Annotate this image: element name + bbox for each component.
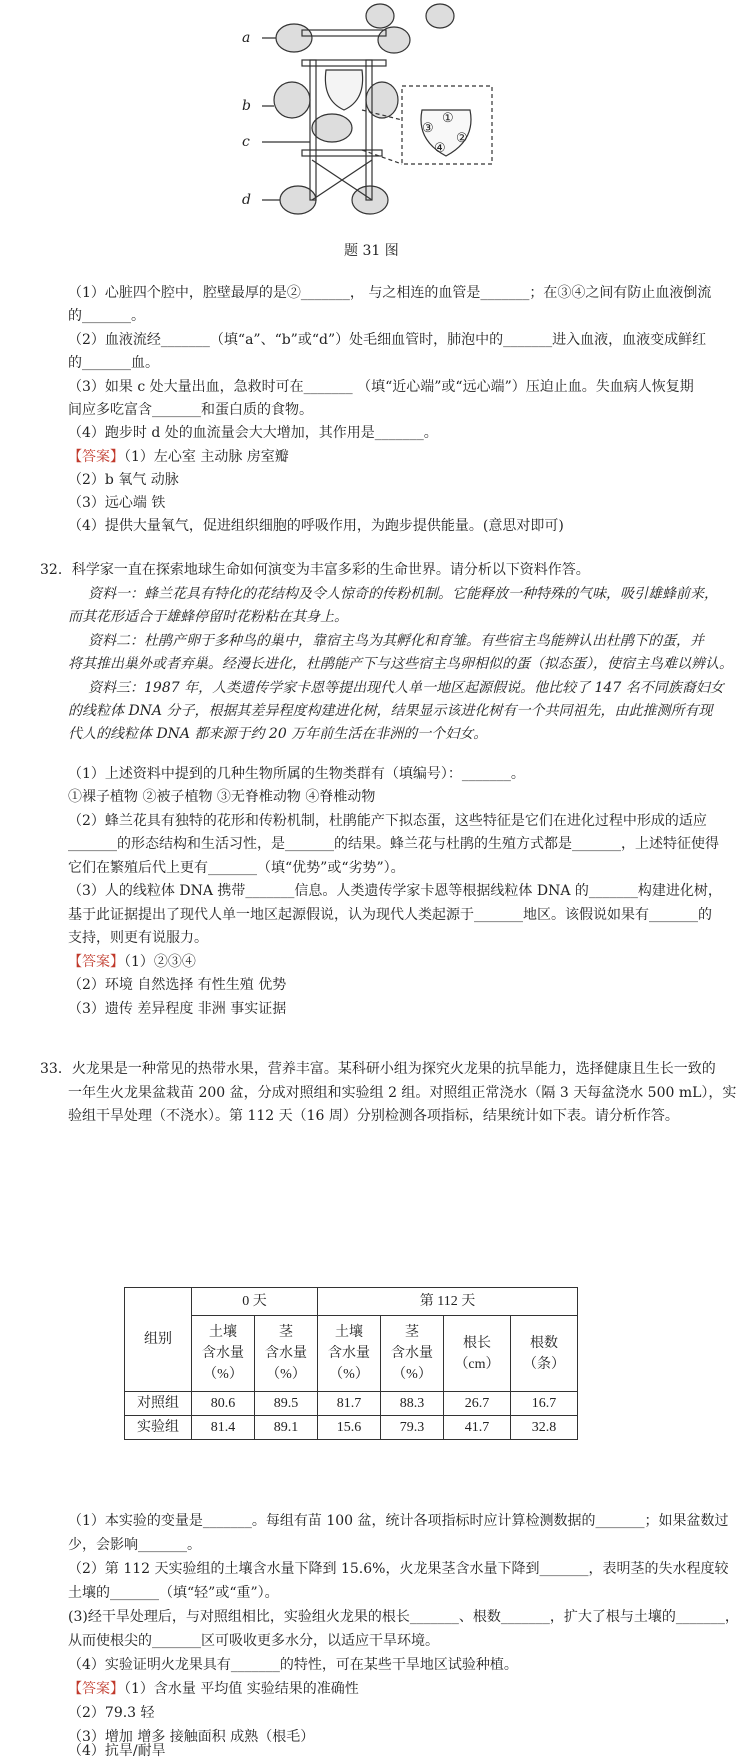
cell: 41.7 (444, 1416, 511, 1440)
col-soil-0: 土壤 含水量 （%） (192, 1316, 255, 1392)
q31-line-7: （4）跑步时 d 处的血流量会大大增加，其作用是_______。 (68, 425, 438, 441)
q33-line-6: 从而使根尖的_______区可吸收更多水分，以适应干旱环境。 (68, 1633, 439, 1649)
row-name: 对照组 (125, 1392, 192, 1416)
q31-line-5: （3）如果 c 处大量出血，急救时可在_______ （填“近心端”或“远心端”）压迫止血。失血病人恢复期 (68, 379, 694, 395)
q32-line-1: （1）上述资料中提到的几种生物所属的生物类群有（填编号）：_______。 (68, 766, 525, 782)
answer-tag: 【答案】 (68, 1681, 124, 1697)
q31-line-2: 的_______。 (68, 308, 145, 324)
q31-line-3: （2）血液流经_______（填“a”、“b”或“d”）处毛细血管时，肺泡中的_______进入血液，血液变成鲜红 (68, 332, 707, 348)
q32-intro: 32．科学家一直在探索地球生命如何演变为丰富多彩的生命世界。请分析以下资料作答。 (40, 562, 590, 578)
q33-answer-text-1: （1）含水量 平均值 实验结果的准确性 (124, 1681, 359, 1697)
q33-line-5: (3)经干旱处理后，与对照组相比，实验组火龙果的根长_______、根数_______，扩大了根与土壤的_______， (68, 1609, 739, 1625)
q31-answer-2: （2）b 氧气 动脉 (68, 472, 179, 488)
q31-line-6: 间应多吃富含_______和蛋白质的食物。 (68, 402, 313, 418)
results-table (124, 1287, 578, 1440)
cell: 89.5 (255, 1392, 318, 1416)
cell: 89.1 (255, 1416, 318, 1440)
chamber-1-label: ① (442, 110, 454, 125)
answer-tag: 【答案】 (68, 449, 124, 465)
table-row (125, 1416, 578, 1440)
day112-header: 第 112 天 (318, 1288, 578, 1316)
col-stem-112: 茎 含水量 （%） (381, 1316, 444, 1392)
q32-material-3a: 资料三：1987 年，人类遗传学家卡恩等提出现代人单一地区起源假说。他比较了 147 名不同族裔妇女 (88, 680, 724, 696)
cell: 26.7 (444, 1392, 511, 1416)
table-row (125, 1392, 578, 1416)
q31-answer-3: （3）远心端 铁 (68, 495, 166, 511)
q32-line-5: 它们在繁殖后代上更有_______（填“优势”或“劣势”）。 (68, 860, 405, 876)
col-stem-0: 茎 含水量 （%） (255, 1316, 318, 1392)
q32-line-7: 基于此证据提出了现代人单一地区起源假说，认为现代人类起源于_______地区。该假说如果有_______的 (68, 907, 712, 923)
capillary-b-left (274, 82, 310, 118)
q32-line-4: _______的形态结构和生活习性，是_______的结果。蜂兰花与杜鹃的生殖方式都是_______，上述特征使得 (68, 836, 719, 852)
q33-line-4: 土壤的_______（填“轻”或“重”）。 (68, 1585, 279, 1601)
label-d: d (242, 192, 251, 208)
q32-answer-2: （2）环境 自然选择 有性生殖 优势 (68, 977, 287, 993)
capillary-head-left (366, 4, 394, 28)
figure-caption: 题 31 图 (344, 243, 399, 259)
cell: 16.7 (511, 1392, 578, 1416)
col-root-count: 根数 （条） (511, 1316, 578, 1392)
q33-line-1: （1）本实验的变量是_______。每组有苗 100 盆，统计各项指标时应计算检测数据的_______；如果盆数过 (68, 1513, 729, 1529)
chamber-3-label: ③ (422, 120, 434, 135)
q32-material-3b: 的线粒体 DNA 分子，根据其差异程度构建进化树，结果显示该进化树有一个共同祖先，由此推测所有现 (68, 703, 713, 719)
q32-material-1a: 资料一：蜂兰花具有特化的花结构及令人惊奇的传粉机制。它能释放一种特殊的气味，吸引雄蜂前来， (88, 586, 718, 602)
chamber-4-label: ④ (434, 140, 446, 155)
capillary-c (312, 114, 352, 142)
q32-material-2a: 资料二：杜鹃产卵于多种鸟的巢中，靠宿主鸟为其孵化和育雏。有些宿主鸟能辨认出杜鹃下的蛋，并 (88, 633, 704, 649)
cell: 79.3 (381, 1416, 444, 1440)
q33-answer-4: （4）抗旱/耐旱 (68, 1743, 166, 1759)
q32-line-8: 支持，则更有说服力。 (68, 930, 208, 946)
q31-answer-4: （4）提供大量氧气，促进组织细胞的呼吸作用，为跑步提供能量。(意思对即可) (68, 518, 564, 534)
q31-answer-text-1: （1）左心室 主动脉 房室瓣 (124, 449, 289, 465)
cell: 15.6 (318, 1416, 381, 1440)
cell: 32.8 (511, 1416, 578, 1440)
circulation-diagram (262, 0, 562, 260)
q33-intro-3: 验组干旱处理（不浇水）。第 112 天（16 周）分别检测各项指标，结果统计如下表。请分析作答。 (68, 1108, 679, 1124)
capillary-a-right (378, 27, 410, 53)
q32-material-3c: 代人的线粒体 DNA 都来源于约 20 万年前生活在非洲的一个妇女。 (68, 726, 488, 742)
chamber-2-label: ② (456, 130, 468, 145)
q33-answer-1 (68, 1678, 359, 1700)
q33-line-3: （2）第 112 天实验组的土壤含水量下降到 15.6%，火龙果茎含水量下降到_______，表明茎的失水程度较 (68, 1561, 729, 1577)
cell: 80.6 (192, 1392, 255, 1416)
label-c: c (242, 134, 250, 150)
row-name: 实验组 (125, 1416, 192, 1440)
label-b: b (242, 98, 251, 114)
q33-intro-2: 一年生火龙果盆栽苗 200 盆，分成对照组和实验组 2 组。对照组正常浇水（隔 3 天每盆浇水 500 mL），实 (68, 1085, 737, 1101)
q33-line-7: （4）实验证明火龙果具有_______的特性，可在某些干旱地区试验种植。 (68, 1657, 518, 1673)
heart-shape (325, 70, 362, 110)
q32-material-2b: 将其推出巢外或者弃巢。经漫长进化，杜鹃能产下与这些宿主鸟卵相似的蛋（拟态蛋），使宿主鸟难以辨认。 (68, 656, 733, 672)
day0-header: 0 天 (192, 1288, 318, 1316)
q33-intro-1: 33．火龙果是一种常见的热带水果，营养丰富。某科研小组为探究火龙果的抗旱能力，选择健康且生长一致的 (40, 1061, 716, 1077)
cell: 81.7 (318, 1392, 381, 1416)
cell: 81.4 (192, 1416, 255, 1440)
q32-options: ①裸子植物 ②被子植物 ③无脊椎动物 ④脊椎动物 (68, 789, 376, 805)
q32-answer-1 (68, 951, 196, 973)
capillary-head-right (426, 4, 454, 28)
answer-tag: 【答案】 (68, 954, 124, 970)
col-soil-112: 土壤 含水量 （%） (318, 1316, 381, 1392)
label-a: a (242, 30, 251, 46)
q33-line-2: 少，会影响_______。 (68, 1537, 201, 1553)
col-root-length: 根长 （cm） (444, 1316, 511, 1392)
q33-answer-2: （2）79.3 轻 (68, 1705, 155, 1721)
capillary-a-left (276, 24, 312, 52)
group-header: 组别 (125, 1288, 192, 1392)
q33-answer-3: （3）增加 增多 接触面积 成熟（根毛） (68, 1729, 315, 1745)
q32-material-1b: 而其花形适合于雄蜂停留时花粉粘在其身上。 (68, 609, 348, 625)
q32-answer-3: （3）遗传 差异程度 非洲 事实证据 (68, 1001, 287, 1017)
circulation-diagram-svg (262, 0, 562, 240)
q32-answer-text-1: （1）②③④ (124, 954, 196, 970)
q31-line-1: （1）心脏四个腔中，腔壁最厚的是②_______， 与之相连的血管是_______；在③④之间有防止血液倒流 (68, 285, 712, 301)
q32-line-3: （2）蜂兰花具有独特的花形和传粉机制，杜鹃能产下拟态蛋，这些特征是它们在进化过程中形成的适应 (68, 813, 707, 829)
q31-line-4: 的_______血。 (68, 355, 159, 371)
cell: 88.3 (381, 1392, 444, 1416)
q32-line-6: （3）人的线粒体 DNA 携带_______信息。人类遗传学家卡恩等根据线粒体 DNA 的_______构建进化树， (68, 883, 722, 899)
q31-answer-1 (68, 446, 289, 468)
